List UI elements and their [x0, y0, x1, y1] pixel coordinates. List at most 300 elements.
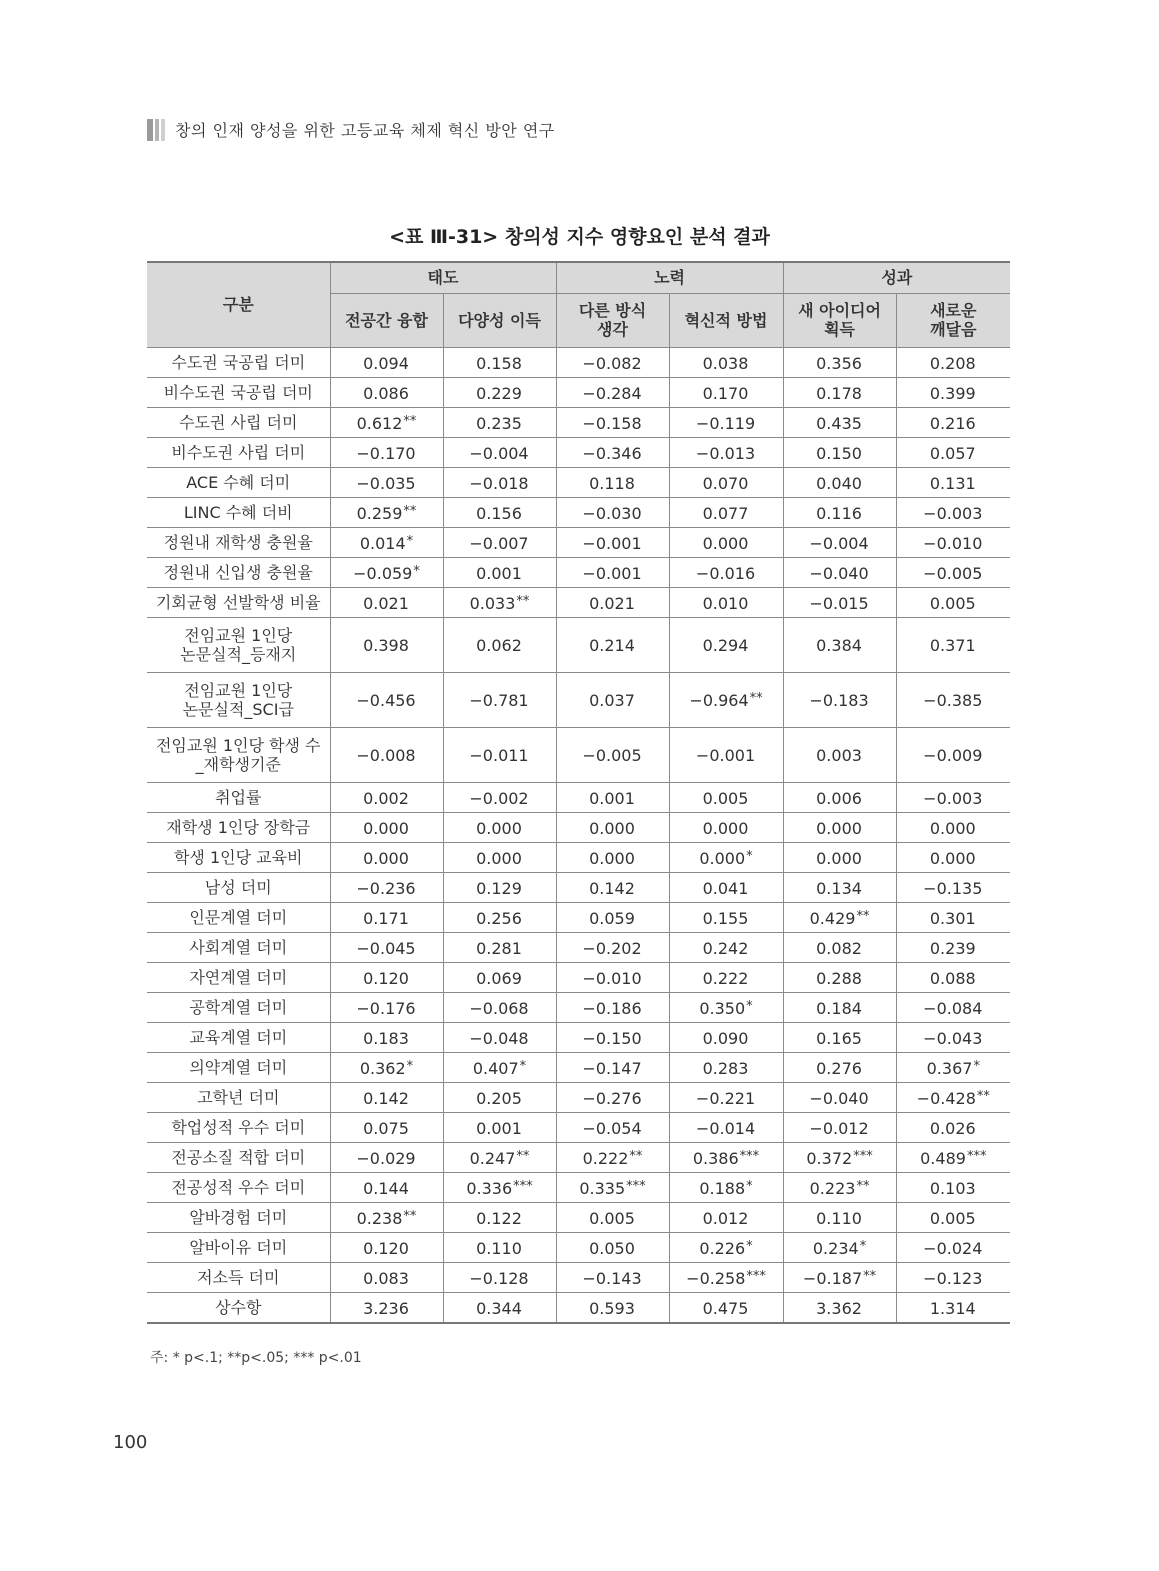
running-header: [147, 118, 555, 141]
table-cell: [896, 727, 1010, 782]
table-cell: [896, 377, 1010, 407]
cell-value: 0.057: [929, 443, 976, 463]
significance-marker: **: [403, 413, 417, 429]
table-row: [147, 1292, 1010, 1323]
group-header: 태도: [330, 262, 556, 293]
table-cell: [896, 842, 1010, 872]
cell-value: −0.428: [916, 1088, 976, 1108]
cell-value: 0.336: [466, 1178, 513, 1198]
row-label: 저소득 더미: [147, 1262, 330, 1292]
table-cell: [556, 962, 669, 992]
group-header: 노력: [556, 262, 783, 293]
column-header: 다른 방식 생각: [556, 293, 669, 347]
table-cell: [669, 1082, 783, 1112]
table-cell: [330, 992, 443, 1022]
cell-value: 0.142: [589, 878, 635, 898]
table-cell: [669, 1172, 783, 1202]
table-cell: [443, 437, 556, 467]
table-row: [147, 527, 1010, 557]
table-row: [147, 1262, 1010, 1292]
cell-value: 0.059: [589, 908, 635, 928]
cell-value: −0.007: [469, 533, 529, 553]
table-cell: [669, 1112, 783, 1142]
table-cell: [443, 782, 556, 812]
table-cell: [556, 992, 669, 1022]
table-note: 주: * p<.1; **p<.05; *** p<.01: [150, 1350, 362, 1366]
cell-value: 0.475: [702, 1298, 749, 1318]
row-label: 비수도권 국공립 더미: [147, 377, 330, 407]
cell-value: 0.593: [589, 1298, 635, 1318]
cell-value: 0.003: [816, 746, 862, 765]
cell-value: 0.367: [926, 1058, 973, 1078]
table-cell: [783, 872, 896, 902]
table-cell: [669, 377, 783, 407]
table-cell: [330, 1052, 443, 1082]
significance-marker: **: [856, 1178, 870, 1194]
table-cell: [556, 1232, 669, 1262]
table-cell: [669, 992, 783, 1022]
table-cell: [896, 1172, 1010, 1202]
cell-value: 0.090: [702, 1028, 749, 1048]
table-cell: [896, 437, 1010, 467]
table-cell: [443, 672, 556, 727]
table-cell: [783, 1142, 896, 1172]
cell-value: 0.001: [476, 1118, 522, 1138]
corner-header: 구분: [147, 262, 330, 347]
cell-value: 0.301: [929, 908, 976, 928]
table-cell: [556, 437, 669, 467]
significance-marker: **: [516, 593, 530, 609]
table-row: [147, 377, 1010, 407]
significance-marker: *: [519, 1058, 527, 1074]
cell-value: 0.062: [476, 636, 522, 655]
column-header: 새 아이디어 획득: [783, 293, 896, 347]
cell-value: 0.082: [816, 938, 862, 958]
table-cell: [443, 1142, 556, 1172]
table-cell: [783, 902, 896, 932]
table-row: [147, 437, 1010, 467]
cell-value: 0.372: [806, 1148, 853, 1168]
table-header: [147, 262, 1010, 347]
table-cell: [443, 527, 556, 557]
table-cell: [330, 527, 443, 557]
cell-value: 0.129: [476, 878, 522, 898]
table-cell: [783, 1052, 896, 1082]
table-cell: [443, 1052, 556, 1082]
cell-value: 0.094: [363, 353, 409, 373]
cell-value: 0.214: [589, 636, 635, 655]
cell-value: 0.122: [476, 1208, 522, 1228]
column-header: 다양성 이득: [443, 293, 556, 347]
table-cell: [443, 1292, 556, 1323]
cell-value: −0.015: [809, 593, 869, 613]
cell-value: −0.003: [923, 503, 983, 523]
table-cell: [443, 1082, 556, 1112]
table-cell: [669, 467, 783, 497]
table-cell: [783, 617, 896, 672]
table-cell: [443, 1112, 556, 1142]
cell-value: 0.223: [809, 1178, 856, 1198]
cell-value: −0.183: [809, 691, 869, 710]
cell-value: 0.000: [702, 533, 749, 553]
table-row: [147, 407, 1010, 437]
table-cell: [330, 467, 443, 497]
cell-value: −0.068: [469, 998, 529, 1018]
table-cell: [669, 812, 783, 842]
row-label: LINC 수혜 더비: [147, 497, 330, 527]
table-cell: [783, 1082, 896, 1112]
cell-value: −0.016: [695, 563, 756, 583]
cell-value: 0.205: [476, 1088, 522, 1108]
significance-marker: *: [973, 1058, 980, 1074]
table-cell: [443, 842, 556, 872]
cell-value: −0.176: [356, 998, 416, 1018]
table-cell: [556, 672, 669, 727]
table-cell: [896, 782, 1010, 812]
table-cell: [896, 497, 1010, 527]
cell-value: −0.284: [582, 383, 642, 403]
table-cell: [443, 727, 556, 782]
table-cell: [669, 1052, 783, 1082]
table-cell: [783, 1022, 896, 1052]
table-cell: [896, 1052, 1010, 1082]
table-cell: [330, 872, 443, 902]
table-cell: [896, 812, 1010, 842]
table-row: [147, 1052, 1010, 1082]
table-cell: [330, 962, 443, 992]
cell-value: 0.038: [702, 353, 749, 373]
cell-value: −0.001: [695, 746, 756, 765]
row-label: 고학년 더미: [147, 1082, 330, 1112]
cell-value: −0.030: [582, 503, 642, 523]
table-cell: [556, 527, 669, 557]
row-label: 전임교원 1인당 학생 수 _재학생기준: [147, 727, 330, 782]
table-cell: [896, 902, 1010, 932]
cell-value: 0.000: [929, 818, 976, 838]
regression-table: [147, 261, 1010, 1324]
cell-value: −0.221: [695, 1088, 756, 1108]
table-cell: [556, 1202, 669, 1232]
cell-value: 0.158: [476, 353, 522, 373]
cell-value: 0.040: [816, 473, 862, 493]
table-cell: [783, 437, 896, 467]
table-cell: [896, 672, 1010, 727]
table-cell: [896, 1022, 1010, 1052]
cell-value: 0.144: [363, 1178, 409, 1198]
cell-value: −0.123: [923, 1268, 983, 1288]
cell-value: 0.239: [929, 938, 976, 958]
table-row: [147, 617, 1010, 672]
significance-marker: *: [413, 563, 420, 579]
cell-value: 0.077: [702, 503, 749, 523]
cell-value: 0.238: [356, 1208, 403, 1228]
table-cell: [896, 992, 1010, 1022]
group-header: 성과: [783, 262, 1010, 293]
cell-value: 0.350: [699, 998, 746, 1018]
cell-value: −0.014: [695, 1118, 756, 1138]
cell-value: 0.283: [702, 1058, 749, 1078]
table-cell: [783, 347, 896, 377]
table-cell: [330, 587, 443, 617]
cell-value: 0.001: [476, 563, 522, 583]
table-cell: [556, 1292, 669, 1323]
cell-value: 0.075: [363, 1118, 409, 1138]
table-cell: [669, 1142, 783, 1172]
table-row: [147, 467, 1010, 497]
cell-value: −0.781: [469, 691, 529, 710]
cell-value: 0.276: [816, 1058, 862, 1078]
table-row: [147, 557, 1010, 587]
table-cell: [330, 727, 443, 782]
cell-value: 0.288: [816, 968, 862, 988]
cell-value: 0.120: [363, 1238, 409, 1258]
table-row: [147, 1022, 1010, 1052]
significance-marker: **: [403, 503, 417, 519]
cell-value: 0.000: [589, 818, 635, 838]
cell-value: 0.041: [702, 878, 749, 898]
row-label: 공학계열 더미: [147, 992, 330, 1022]
cell-value: 0.005: [929, 1208, 976, 1228]
cell-value: 0.012: [702, 1208, 749, 1228]
cell-value: 0.407: [472, 1058, 519, 1078]
table-cell: [556, 617, 669, 672]
table-cell: [443, 1232, 556, 1262]
cell-value: −0.170: [356, 443, 416, 463]
table-row: [147, 497, 1010, 527]
table-cell: [896, 527, 1010, 557]
table-cell: [330, 407, 443, 437]
table-cell: [330, 557, 443, 587]
cell-value: 0.118: [589, 473, 635, 493]
table-cell: [443, 497, 556, 527]
table-cell: [556, 377, 669, 407]
table-row: [147, 1172, 1010, 1202]
cell-value: 0.000: [816, 848, 862, 868]
table-cell: [330, 1022, 443, 1052]
table-row: [147, 812, 1010, 842]
table-cell: [330, 1232, 443, 1262]
cell-value: 0.110: [476, 1238, 522, 1258]
cell-value: −0.040: [809, 1088, 869, 1108]
cell-value: −0.040: [809, 563, 869, 583]
table-cell: [783, 497, 896, 527]
cell-value: 0.088: [929, 968, 976, 988]
cell-value: 0.086: [363, 383, 409, 403]
cell-value: 0.002: [363, 788, 409, 808]
table-cell: [330, 617, 443, 672]
table-cell: [896, 557, 1010, 587]
cell-value: 0.000: [816, 818, 862, 838]
cell-value: 0.247: [469, 1148, 516, 1168]
cell-value: −0.004: [469, 443, 529, 463]
table-cell: [556, 347, 669, 377]
row-label: 사회계열 더미: [147, 932, 330, 962]
table-cell: [556, 1142, 669, 1172]
table-cell: [896, 1202, 1010, 1232]
cell-value: 0.188: [699, 1178, 746, 1198]
column-header: 전공간 융합: [330, 293, 443, 347]
significance-marker: **: [629, 1148, 643, 1164]
significance-marker: *: [406, 1058, 414, 1074]
cell-value: 0.103: [929, 1178, 976, 1198]
header-bar-icon: [147, 119, 165, 141]
cell-value: −0.005: [923, 563, 983, 583]
table-row: [147, 1112, 1010, 1142]
cell-value: −0.001: [582, 563, 642, 583]
cell-value: −0.001: [582, 533, 642, 553]
cell-value: 0.235: [476, 413, 522, 433]
table-cell: [443, 347, 556, 377]
cell-value: −0.964: [689, 691, 749, 710]
table-cell: [556, 1022, 669, 1052]
table-cell: [669, 347, 783, 377]
cell-value: 0.384: [816, 636, 862, 655]
table-cell: [556, 1052, 669, 1082]
table-cell: [669, 672, 783, 727]
cell-value: 0.489: [920, 1148, 966, 1168]
cell-value: 0.242: [702, 938, 749, 958]
cell-value: 0.398: [363, 636, 409, 655]
cell-value: 0.178: [816, 383, 862, 403]
cell-value: −0.048: [469, 1028, 529, 1048]
table-cell: [330, 672, 443, 727]
table-cell: [783, 1112, 896, 1142]
table-cell: [556, 1262, 669, 1292]
cell-value: 0.134: [816, 878, 862, 898]
cell-value: 0.000: [702, 818, 749, 838]
cell-value: −0.024: [923, 1238, 983, 1258]
cell-value: 0.171: [363, 908, 409, 928]
cell-value: −0.158: [582, 413, 642, 433]
cell-value: −0.011: [469, 746, 529, 765]
cell-value: 0.259: [356, 503, 403, 523]
table-cell: [896, 347, 1010, 377]
row-label: 의약계열 더미: [147, 1052, 330, 1082]
table-cell: [896, 1142, 1010, 1172]
table-cell: [669, 497, 783, 527]
table-cell: [330, 812, 443, 842]
table-cell: [783, 587, 896, 617]
row-label: 알바경험 더미: [147, 1202, 330, 1232]
table-cell: [443, 962, 556, 992]
table-cell: [330, 842, 443, 872]
row-label: 재학생 1인당 장학금: [147, 812, 330, 842]
cell-value: −0.043: [923, 1028, 983, 1048]
cell-value: −0.009: [923, 746, 983, 765]
table-cell: [443, 812, 556, 842]
cell-value: −0.456: [356, 691, 416, 710]
significance-marker: ***: [966, 1148, 987, 1164]
table-cell: [783, 782, 896, 812]
table-cell: [783, 377, 896, 407]
table-cell: [443, 1172, 556, 1202]
cell-value: 0.110: [816, 1208, 862, 1228]
cell-value: −0.013: [695, 443, 756, 463]
cell-value: 0.010: [702, 593, 749, 613]
table-cell: [330, 377, 443, 407]
table-cell: [896, 1082, 1010, 1112]
row-label: 정원내 재학생 충원율: [147, 527, 330, 557]
table-row: [147, 727, 1010, 782]
table-row: [147, 932, 1010, 962]
row-label: 전공소질 적합 더미: [147, 1142, 330, 1172]
table-cell: [443, 587, 556, 617]
cell-value: 0.386: [692, 1148, 739, 1168]
table-cell: [783, 1232, 896, 1262]
table-cell: [669, 407, 783, 437]
table-cell: [783, 1172, 896, 1202]
cell-value: −0.045: [356, 938, 416, 958]
table-cell: [443, 1202, 556, 1232]
table-cell: [783, 842, 896, 872]
row-label: 학생 1인당 교육비: [147, 842, 330, 872]
table-cell: [330, 1202, 443, 1232]
table-cell: [443, 377, 556, 407]
row-label: 전공성적 우수 더미: [147, 1172, 330, 1202]
cell-value: 0.150: [816, 443, 862, 463]
cell-value: 0.222: [702, 968, 749, 988]
cell-value: −0.385: [923, 691, 983, 710]
table-cell: [669, 587, 783, 617]
cell-value: 1.314: [929, 1298, 976, 1318]
row-label: 전임교원 1인당 논문실적_등재지: [147, 617, 330, 672]
cell-value: 0.005: [929, 593, 976, 613]
cell-value: 3.236: [363, 1298, 409, 1318]
table-cell: [443, 407, 556, 437]
row-label: 취업률: [147, 782, 330, 812]
table-cell: [669, 1232, 783, 1262]
table-row: [147, 1142, 1010, 1172]
cell-value: 0.399: [929, 383, 976, 403]
cell-value: 0.131: [929, 473, 976, 493]
cell-value: 0.184: [816, 998, 862, 1018]
table-cell: [556, 467, 669, 497]
table-cell: [330, 932, 443, 962]
significance-marker: **: [976, 1088, 990, 1104]
cell-value: −0.119: [695, 413, 756, 433]
cell-value: 0.281: [476, 938, 522, 958]
cell-value: 0.000: [699, 848, 746, 868]
significance-marker: ***: [626, 1178, 646, 1194]
table-cell: [556, 932, 669, 962]
cell-value: −0.012: [809, 1118, 869, 1138]
cell-value: −0.276: [582, 1088, 642, 1108]
cell-value: 0.356: [816, 353, 862, 373]
table-cell: [669, 932, 783, 962]
cell-value: 0.226: [699, 1238, 746, 1258]
cell-value: 0.155: [702, 908, 749, 928]
table-cell: [783, 932, 896, 962]
table-cell: [443, 467, 556, 497]
row-label: 인문계열 더미: [147, 902, 330, 932]
significance-marker: **: [863, 1268, 877, 1284]
table-cell: [443, 1262, 556, 1292]
cell-value: −0.150: [582, 1028, 642, 1048]
table-cell: [669, 1202, 783, 1232]
table-cell: [556, 812, 669, 842]
table-row: [147, 1082, 1010, 1112]
row-label: 학업성적 우수 더미: [147, 1112, 330, 1142]
cell-value: 0.344: [476, 1298, 522, 1318]
cell-value: 0.037: [589, 691, 635, 710]
cell-value: 0.000: [929, 848, 976, 868]
table-cell: [669, 1292, 783, 1323]
table-cell: [896, 407, 1010, 437]
cell-value: 0.070: [702, 473, 749, 493]
row-label: 상수항: [147, 1292, 330, 1323]
table-cell: [330, 437, 443, 467]
cell-value: 0.005: [702, 788, 749, 808]
